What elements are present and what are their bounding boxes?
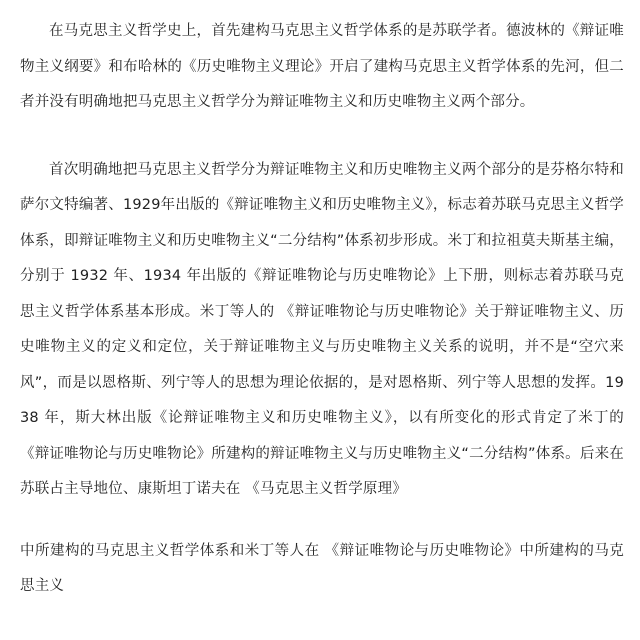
document-body [20,14,624,605]
paragraph-2: 首次明确地把马克思主义哲学分为辩证唯物主义和历史唯物主义两个部分的是芬格尔特和萨尔文特编著、1929年出版的《辩证唯物主义和历史唯物主义》，标志着苏联马克思主义哲学体系，即辩证唯物主义和历史唯物主义“二分结构”体系初步形成。米丁和拉祖莫夫斯基主编，分别于 1932 年、1934 年出版的《辩证唯物论与历史唯物论》上下册，则标志着苏联马克思主义哲学体系基本形成。米丁等人的 《辩证唯物论与历史唯物论》关于辩证唯物主义、历史唯物主义的定义和定位，关于辩证唯物主义与历史唯物主义关系的说明，并不是“空穴来风”，而是以恩格斯、列宁等人的思想为理论依据的，是对恩格斯、列宁等人思想的发挥。1938 年，斯大林出版《论辩证唯物主义和历史唯物主义》，以有所变化的形式肯定了米丁的《辩证唯物论与历史唯物论》所建构的辩证唯物主义与历史唯物主义“二分结构”体系。后来在苏联占主导地位、康斯坦丁诺夫在 《马克思主义哲学原理》 [20,161,624,497]
paragraph-1: 在马克思主义哲学史上，首先建构马克思主义哲学体系的是苏联学者。德波林的《辩证唯物主义纲要》和布哈林的《历史唯物主义理论》开启了建构马克思主义哲学体系的先河，但二者并没有明确地把马克思主义哲学分为辩证唯物主义和历史唯物主义两个部分。 [20,23,624,110]
paragraph-3: 中所建构的马克思主义哲学体系和米丁等人在 《辩证唯物论与历史唯物论》中所建构的马克思主义 [20,542,624,594]
